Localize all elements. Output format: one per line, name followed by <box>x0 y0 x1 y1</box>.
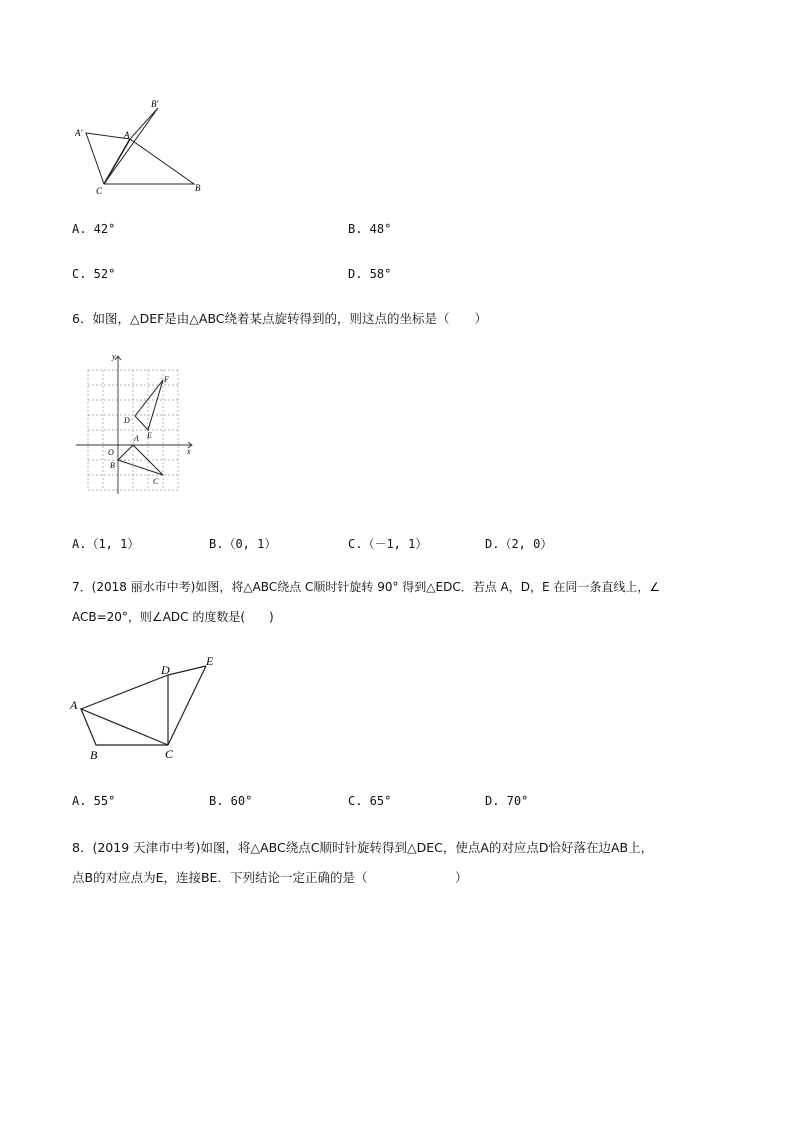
label-C: C <box>165 747 174 761</box>
label-A-prime: A′ <box>75 128 83 138</box>
label-B: B <box>90 748 98 762</box>
q6-option-d[interactable]: D.（2, 0） <box>485 537 553 551</box>
q5-option-a[interactable]: A. 42° <box>72 222 116 236</box>
q6-option-a[interactable]: A.（1, 1） <box>72 537 140 551</box>
label-E: E <box>147 431 152 440</box>
label-x: x <box>187 447 191 456</box>
label-A: A <box>70 698 78 712</box>
q7-question-line2: ACB=20°，则∠ADC 的度数是( ) <box>72 610 274 624</box>
q7-option-b[interactable]: B. 60° <box>209 794 253 808</box>
label-O: O <box>108 448 114 457</box>
q7-option-d[interactable]: D. 70° <box>485 794 529 808</box>
q6-coordinate-figure <box>74 348 198 494</box>
q5-option-d[interactable]: D. 58° <box>348 267 392 281</box>
label-B: B <box>110 461 115 470</box>
q6-question: 6．如图，△DEF是由△ABC绕着某点旋转得到的，则这点的坐标是（ ） <box>72 311 488 326</box>
q8-question-line1: 8．(2019 天津市中考)如图，将△ABC绕点C顺时针旋转得到△DEC，使点A的对应点D恰好落在边AB上， <box>72 840 654 855</box>
q6-option-c[interactable]: C.（－1, 1） <box>348 537 428 551</box>
label-B-prime: B′ <box>151 99 159 109</box>
q5-option-b[interactable]: B. 48° <box>348 222 392 236</box>
label-E: E <box>206 654 214 668</box>
label-C: C <box>153 477 159 486</box>
label-C: C <box>96 186 103 196</box>
label-A: A <box>134 434 139 443</box>
q7-question-line1: 7．(2018 丽水市中考)如图，将△ABC绕点 C顺时针旋转 90° 得到△EDC．若点 A，D，E 在同一条直线上，∠ <box>72 580 661 594</box>
label-D: D <box>161 663 170 677</box>
q7-option-c[interactable]: C. 65° <box>348 794 392 808</box>
label-A: A <box>124 130 130 140</box>
q5-option-c[interactable]: C. 52° <box>72 267 116 281</box>
q8-question-line2: 点B的对应点为E，连接BE．下列结论一定正确的是（ ） <box>72 870 468 885</box>
q7-figure <box>66 650 226 766</box>
label-B: B <box>195 183 201 193</box>
q7-option-a[interactable]: A. 55° <box>72 794 116 808</box>
q6-option-b[interactable]: B.（0, 1） <box>209 537 277 551</box>
label-y: y <box>112 352 116 361</box>
figure-rotated-triangles <box>60 92 220 204</box>
label-D: D <box>124 416 130 425</box>
label-F: F <box>164 375 169 384</box>
